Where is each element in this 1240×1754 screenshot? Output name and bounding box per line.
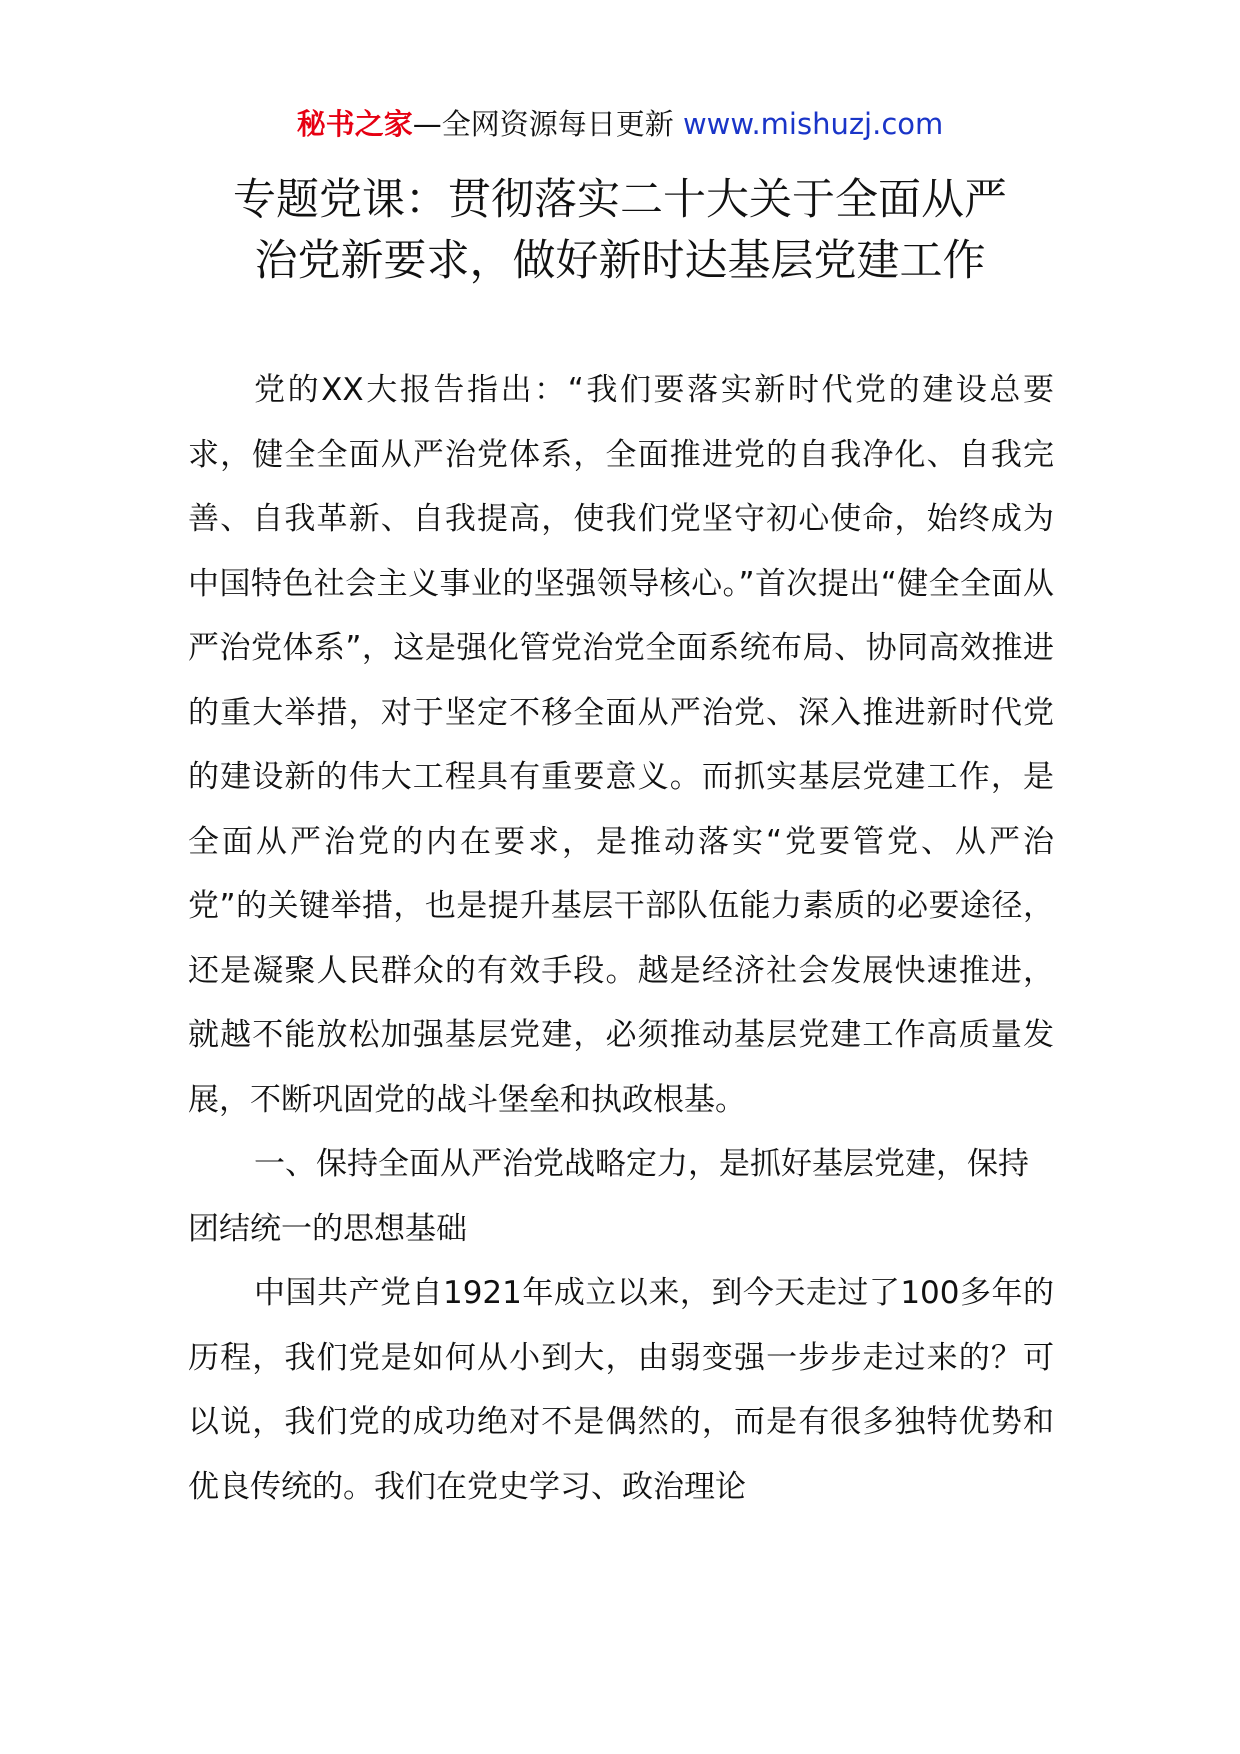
header-tagline: —全网资源每日更新	[412, 107, 683, 141]
title-line-2: 治党新要求，做好新时达基层党建工作	[254, 236, 986, 286]
brand-name: 秘书之家	[296, 107, 413, 141]
document-title	[150, 170, 1090, 292]
document-body	[188, 358, 1054, 1519]
title-line-1: 专题党课：贯彻落实二十大关于全面从严	[233, 175, 1007, 225]
intro-paragraph: 党的XX大报告指出：“我们要落实新时代党的建设总要求，健全全面从严治党体系，全面推进党的自我净化、自我完善、自我革新、自我提高，使我们党坚守初心使命，始终成为中国特色社会主义事业的坚强领导核心。”首次提出“健全全面从严治党体系”，这是强化管党治党全面系统布局、协同高效推进的重大举措，对于坚定不移全面从严治党、深入推进新时代党的建设新的伟大工程具有重要意义。而抓实基层党建工作，是全面从严治党的内在要求，是推动落实“党要管党、从严治党”的关键举措，也是提升基层干部队伍能力素质的必要途径，还是凝聚人民群众的有效手段。越是经济社会发展快速推进，就越不能放松加强基层党建，必须推动基层党建工作高质量发展，不断巩固党的战斗堡垒和执政根基。	[188, 372, 1054, 1118]
site-header	[0, 102, 1240, 146]
site-url-link[interactable]: www.mishuzj.com	[682, 107, 944, 141]
section-heading-1: 一、保持全面从严治党战略定力，是抓好基层党建，保持团结统一的思想基础	[188, 1146, 1029, 1247]
section-1-paragraph: 中国共产党自1921年成立以来，到今天走过了100多年的历程，我们党是如何从小到大，由弱变强一步步走过来的？可以说，我们党的成功绝对不是偶然的，而是有很多独特优势和优良传统的。我们在党史学习、政治理论	[188, 1275, 1054, 1505]
